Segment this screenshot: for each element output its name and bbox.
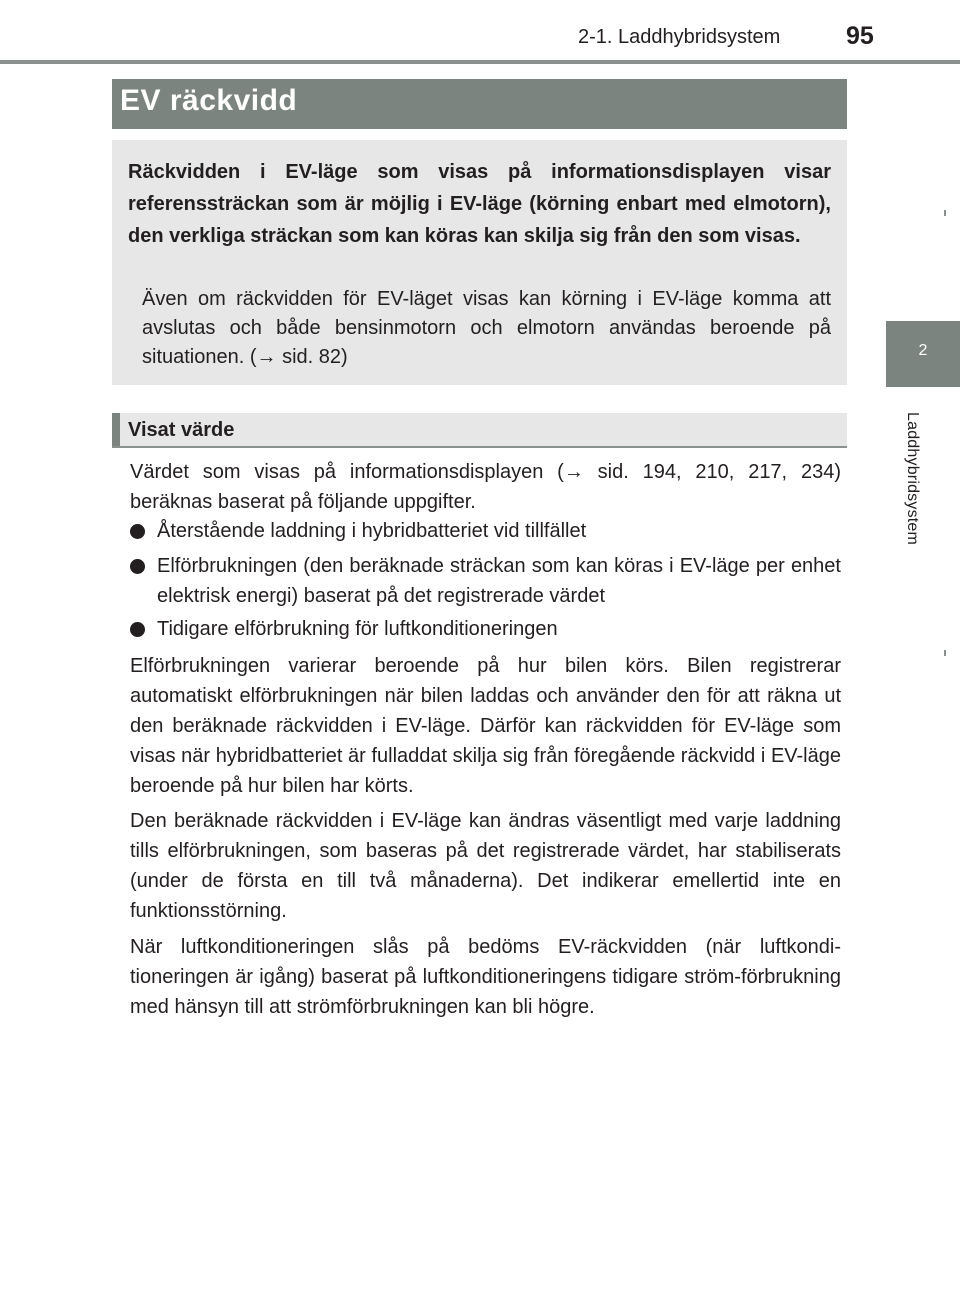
- paragraph: Elförbrukningen varierar beroende på hur bilen körs. Bilen registrerar automatiskt elförbrukningen när bilen laddas och använder den för att räkna ut den beräknade räckvidden i EV-läge. Därför kan räckvidden för EV-läge som visas när hybridbatteriet är fulladdat skilja sig från föregående räckvidd i EV-läge beroende på hur bilen har körts.: [130, 655, 841, 797]
- list-item-text: Tidigare elförbrukning för luftkonditioneringen: [157, 618, 558, 640]
- chapter-number: 2: [918, 342, 928, 359]
- intro-note-text: Även om räckvidden för EV-läget visas kan körning i EV-läge komma att avslutas och både bensinmotorn och elmotorn användas beroende på situationen. (→ sid. 82): [142, 288, 831, 368]
- header-divider: [0, 60, 960, 64]
- bullet-icon: [130, 622, 145, 637]
- bullet-icon: [130, 524, 145, 539]
- paragraph: När luftkonditioneringen slås på bedöms EV-räckvidden (när luftkondi-tioneringen är igång) baserat på luftkonditioneringens tidigare ström-förbrukning med hänsyn till att strömförbrukningen kan bli högre.: [130, 936, 841, 1018]
- chapter-label: Laddhybridsystem: [904, 412, 921, 546]
- list-item: [130, 516, 841, 546]
- paragraph: Värdet som visas på informationsdisplayen (→ sid. 194, 210, 217, 234) beräknas baserat på följande uppgifter.: [130, 461, 841, 513]
- list-item-text: Elförbrukningen (den beräknade sträckan som kan köras i EV-läge per enhet elektrisk energi) baserat på det registrerade värdet: [157, 555, 841, 607]
- subsection-heading-rule: [112, 446, 847, 448]
- header-section-title: 2-1. Laddhybridsystem: [578, 26, 781, 48]
- list-item-text: Återstående laddning i hybridbatteriet vid tillfället: [157, 520, 587, 542]
- tab-tick-mark: [944, 650, 946, 656]
- subsection-heading: Visat värde: [128, 419, 235, 441]
- list-item: [130, 614, 841, 644]
- section-title: EV räckvidd: [120, 84, 298, 117]
- list-item: [130, 551, 841, 611]
- paragraph: Den beräknade räckvidden i EV-läge kan ändras väsentligt med varje laddning tills elförbrukningen, som baseras på det registrerade värdet, har stabiliserats (under de första en till två månaderna). Det indikerar emellertid inte en funktionsstörning.: [130, 810, 841, 922]
- tab-tick-mark: [944, 210, 946, 216]
- intro-lead-text: Räckvidden i EV-läge som visas på informationsdisplayen visar referenssträckan som är möjlig i EV-läge (körning enbart med elmotorn), den verkliga sträckan som kan köras kan skilja sig från den som visas.: [128, 161, 831, 247]
- bullet-icon: [130, 559, 145, 574]
- page-number: 95: [846, 22, 874, 50]
